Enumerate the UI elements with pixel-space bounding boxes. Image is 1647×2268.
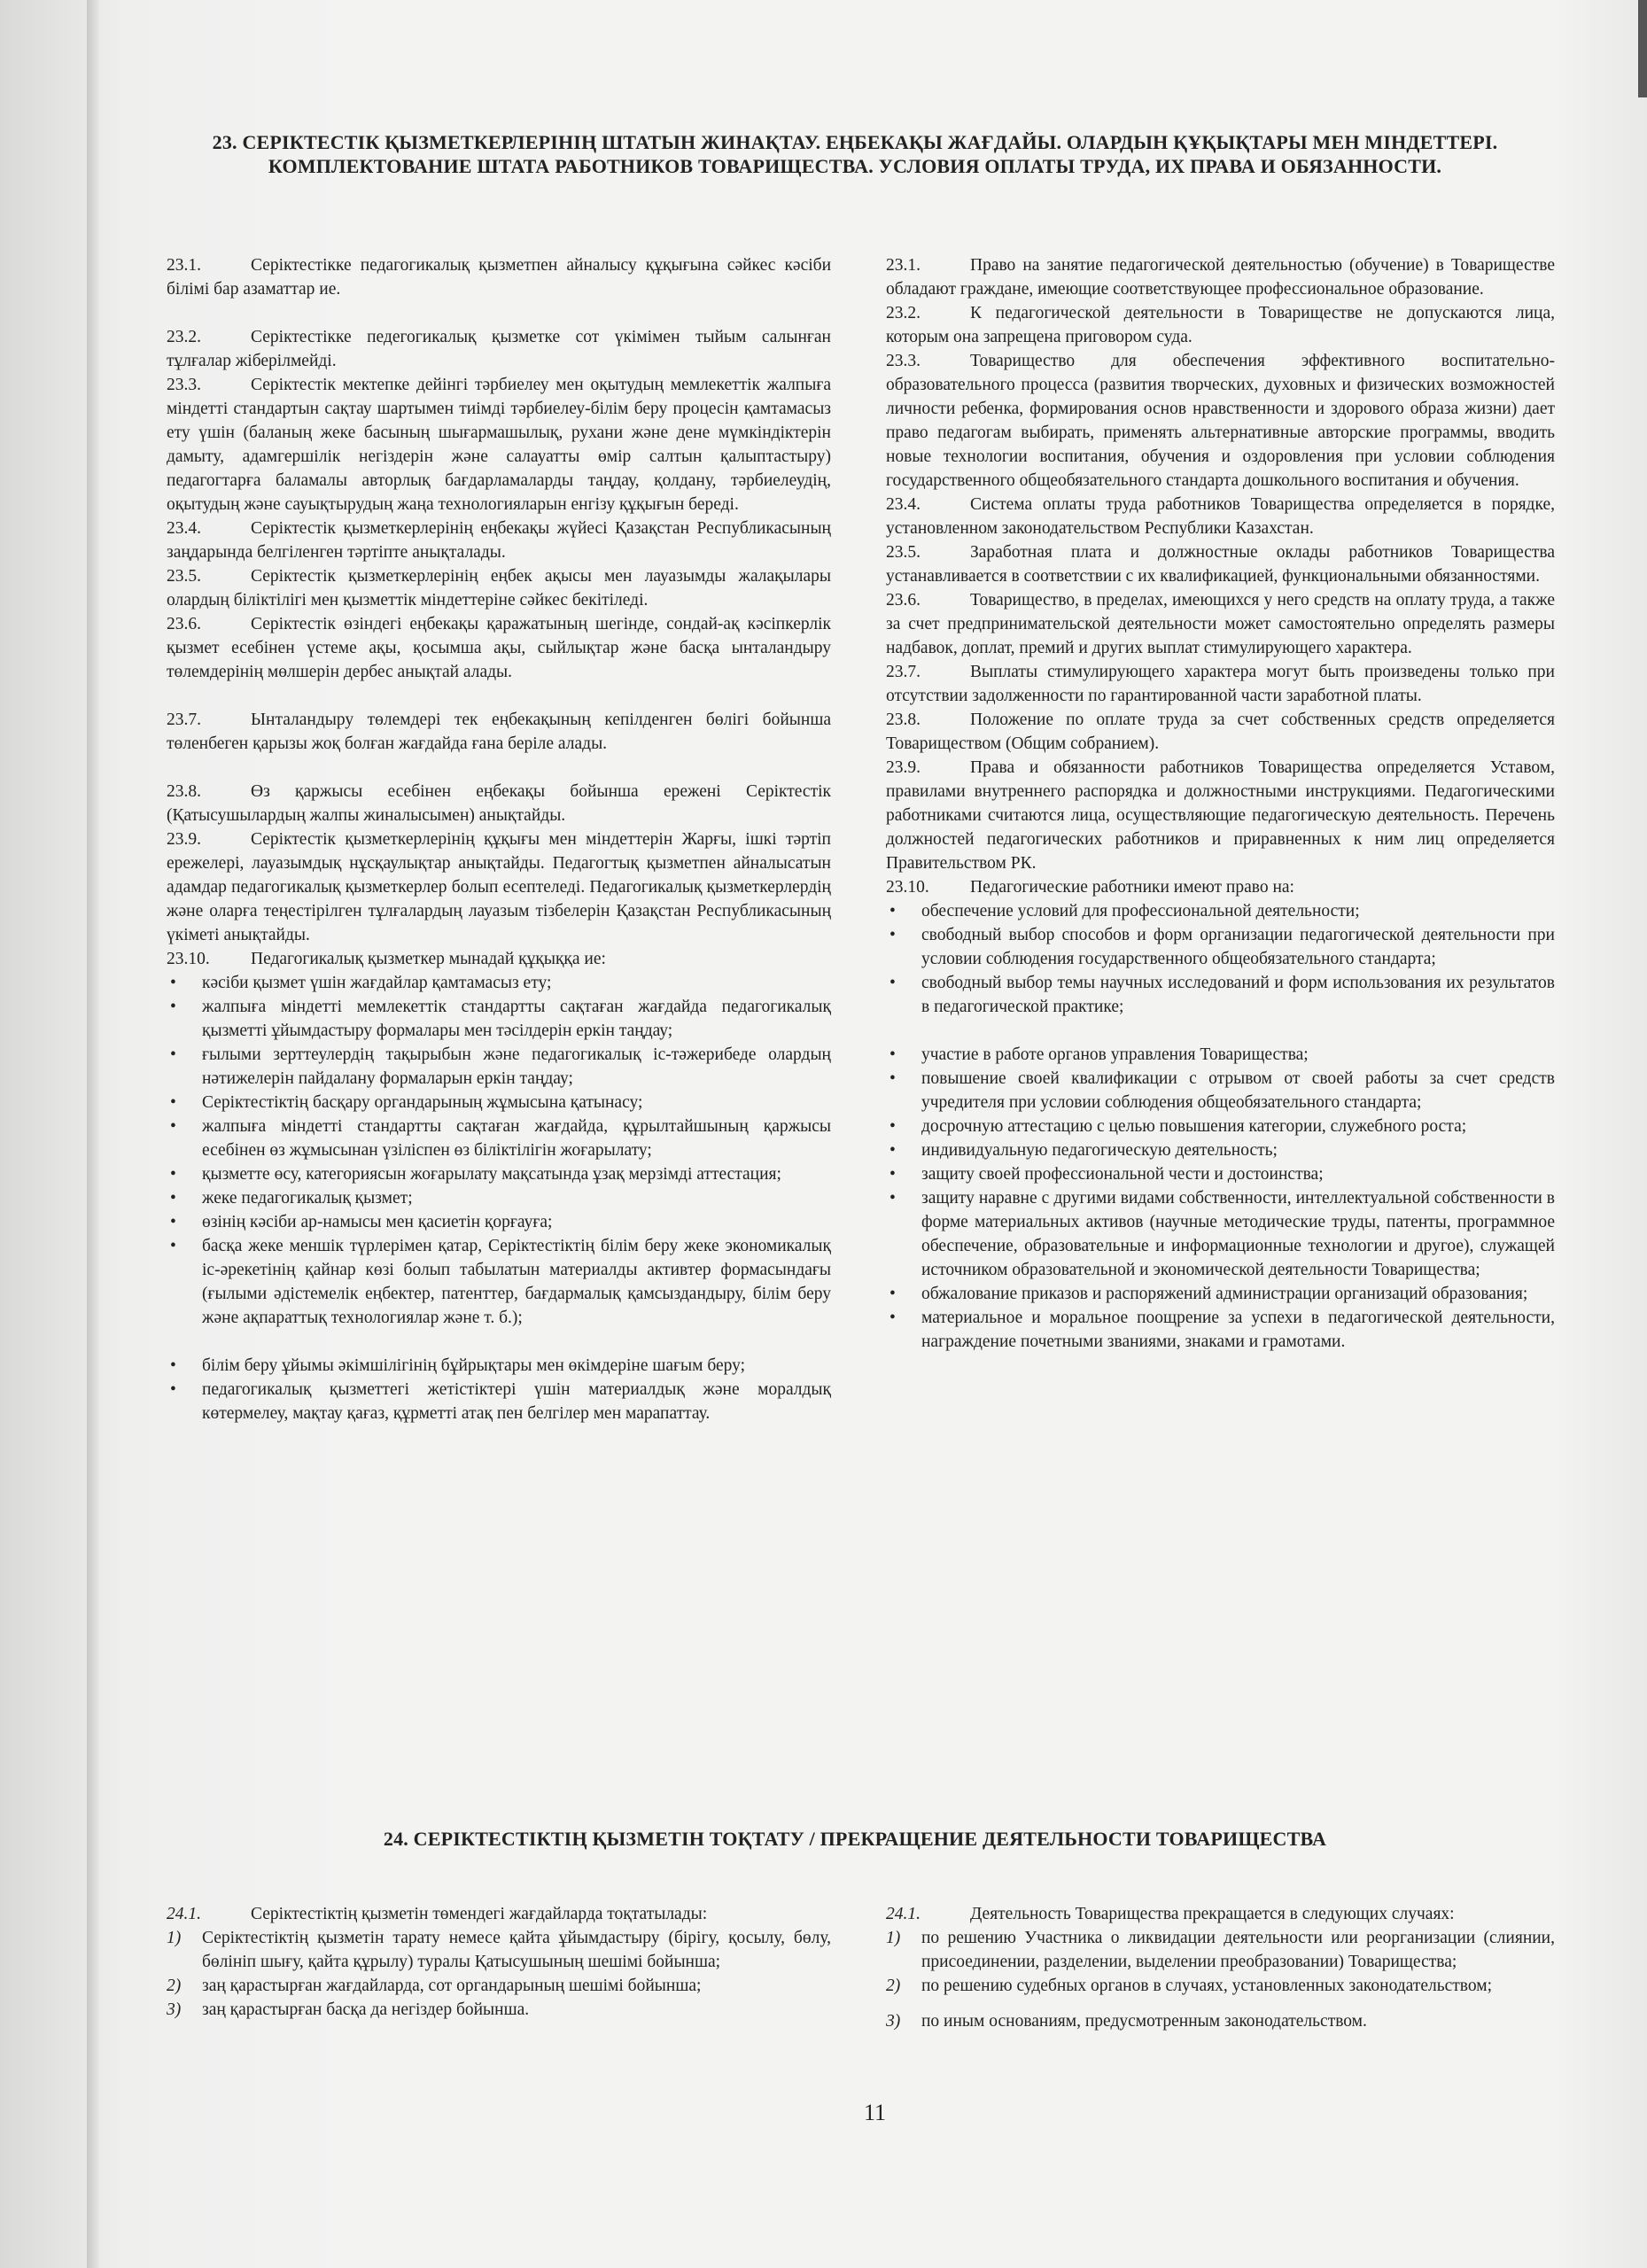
kz-bullet-item: • басқа жеке меншік түрлерімен қатар, Серіктестіктің білім беру жеке экономикалық іс-әрекетінің қайнар көзі болып табылатын материалды активтер формасындағы (ғылыми әдістемелік еңбектер, патенттер, бағдармалық қамсыздандыру, білім беру және ақпараттық технологиялар және т. б.); xyxy=(167,1234,831,1330)
ru-bullet-item: • свободный выбор способов и форм организации педагогической деятельности при условии соблюдения государственного общеобязательного стандарта; xyxy=(886,923,1555,971)
ru-bullet-item: • свободный выбор темы научных исследований и форм использования их результатов в педагогической практике; xyxy=(886,971,1555,1019)
clause-23-9-kz: 23.9. Серіктестік қызметкерлерінің құқығы мен міндеттерін Жарғы, ішкі тәртіп ережелері, лауазымдық нұсқаулықтар анықтайды. Педагогтық қызметпен айналысатын адамдар педагогикалық қызметкерлер болып есептеледі. Педагогикалық қызметкерлердің және оларға теңестірілген тұлғалардың лауазым тізбелерін Қазақстан Республикасының үкіметі анықтайды. xyxy=(167,830,831,944)
kz-bullet-item: • жалпыға міндетті мемлекеттік стандартты сақтаған жағдайда педагогикалық қызметті ұйымдастыру формалары мен тәсілдерін еркін таңдау; xyxy=(167,995,831,1043)
clause-23-4-kz: 23.4. Серіктестік қызметкерлерінің еңбекақы жүйесі Қазақстан Республикасының заңдарында белгіленген тәртіпте анықталады. xyxy=(167,519,831,562)
kz-numbered-item: 3) заң қарастырған басқа да негіздер бойынша. xyxy=(167,2000,530,2019)
clause-23-7-ru: 23.7. Выплаты стимулирующего характера могут быть произведены только при отсутствии задолженности по гарантированной части заработной платы. xyxy=(886,663,1555,705)
ru-bullet-item: • защиту наравне с другими видами собственности, интеллектуальной собственности в форме материальных активов (научные методические труды, патенты, программное обеспечение, образовательные и информационные технологии и другое), служащей источником образовательной и экономической деятельности Товарищества; xyxy=(886,1186,1555,1282)
ru-bullet-item: • досрочную аттестацию с целью повышения категории, служебного роста; xyxy=(886,1115,1555,1138)
kz-bullet-item: • жеке педагогикалық қызмет; xyxy=(167,1186,831,1210)
kz-bullet-item: • өзінің кәсіби ар-намысы мен қасиетін қорғауға; xyxy=(167,1210,831,1234)
binding-shadow xyxy=(87,0,99,2268)
clause-23-8-kz: 23.8. Өз қаржысы есебінен еңбекақы бойынша ережені Серіктестік (Қатысушылардың жалпы жиналысымен) анықтайды. xyxy=(167,782,831,825)
kz-bullet-item: • ғылыми зерттеулердің тақырыбын және педагогикалық іс-тәжерибеде олардың нәтижелерін пайдалану формаларын еркін таңдау; xyxy=(167,1043,831,1091)
section-24-title: 24. СЕРІКТЕСТІКТІҢ ҚЫЗМЕТІН ТОҚТАТУ / ПРЕКРАЩЕНИЕ ДЕЯТЕЛЬНОСТИ ТОВАРИЩЕСТВА xyxy=(383,1828,1327,1850)
kz-bullet-item: • қызметте өсу, категориясын жоғарылату мақсатында ұзақ мерзімді аттестация; xyxy=(167,1162,831,1186)
clause-23-8-ru: 23.8. Положение по оплате труда за счет собственных средств определяется Товариществом (Общим собранием). xyxy=(886,711,1555,753)
ru-bullet-item: • индивидуальную педагогическую деятельность; xyxy=(886,1138,1555,1162)
clause-23-2-ru: 23.2. К педагогической деятельности в Товариществе не допускаются лица, которым она запрещена приговором суда. xyxy=(886,304,1555,346)
ru-bullet-item: • повышение своей квалификации с отрывом от своей работы за счет средств учредителя при условии соблюдения общеобязательного стандарта; xyxy=(886,1067,1555,1115)
clause-24-1-kz: 24.1. Серіктестіктің қызметін төмендегі жағдайларда тоқтатылады: xyxy=(167,1905,708,1923)
kz-bullet-item: • білім беру ұйымы әкімшілігінің бұйрықтары мен өкімдеріне шағым беру; xyxy=(167,1354,831,1378)
clause-24-1-ru: 24.1. Деятельность Товарищества прекращается в следующих случаях: xyxy=(886,1905,1455,1923)
kz-bullet-item: • жалпыға міндетті стандартты сақтаған жағдайда, құрылтайшының қаржысы есебінен өз жұмысынан үзіліспен өз біліктілігін жоғарылату; xyxy=(167,1115,831,1162)
clause-23-3-kz: 23.3. Серіктестік мектепке дейінгі тәрбиелеу мен оқытудың мемлекеттік жалпыға міндетті стандартын сақтау шартымен тиімді тәрбиелеу-білім беру процесін қамтамасыз ету үшін (баланың жеке басының шығармашылық, рухани және дене мүмкіндіктерін дамыту, адамгершілік негіздерін және салауатты өмір салтын қалыптастыру) педагогтарға баламалы авторлық бағдарламаларды таңдау, қолдану, тәрбиелеудің, оқытудың және сауықтырудың жаңа технологияларын енгізу құқығын береді. xyxy=(167,376,831,514)
kazakh-column xyxy=(167,253,831,1425)
ru-numbered-item: 2) по решению судебных органов в случаях, установленных законодательством; xyxy=(886,1977,1493,1995)
clause-23-6-ru: 23.6. Товарищество, в пределах, имеющихся у него средств на оплату труда, а также за счет предпринимательской деятельности может самостоятельно определять размеры надбавок, доплат, премий и других выплат стимулирующего характера. xyxy=(886,591,1555,657)
clause-23-1-ru: 23.1. Право на занятие педагогической деятельностью (обучение) в Товариществе обладают граждане, имеющие соответствующее профессиональное образование. xyxy=(886,256,1555,299)
clause-23-1-kz: 23.1. Серіктестікке педагогикалық қызметпен айналысу құқығына сәйкес кәсіби білімі бар азаматтар ие. xyxy=(167,256,831,299)
clause-23-10-ru: 23.10. Педагогические работники имеют право на: xyxy=(886,878,1294,897)
ru-numbered-item: 1) по решению Участника о ликвидации деятельности или реорганизации (слиянии, присоединении, разделении, выделении преобразовании) Товарищества; xyxy=(886,1929,1555,1971)
russian-column xyxy=(886,253,1555,1354)
page-number: 11 xyxy=(864,2100,887,2125)
ru-bullet-item: • материальное и моральное поощрение за успехи в педагогической деятельности, награждение почетными званиями, знаками и грамотами. xyxy=(886,1306,1555,1354)
ru-numbered-item: 3) по иным основаниям, предусмотренным законодательством. xyxy=(886,2012,1367,2031)
clause-23-9-ru: 23.9. Права и обязанности работников Товарищества определяется Уставом, правилами внутреннего распорядка и должностными инструкциями. Педагогическими работниками считаются лица, осуществляющие педагогическую деятельность. Перечень должностей педагогических работников и приравненных к ним лиц определяется Правительством РК. xyxy=(886,758,1555,873)
ru-bullet-item: • обеспечение условий для профессиональной деятельности; xyxy=(886,899,1555,923)
ru-bullet-item: • обжалование приказов и распоряжений администрации организаций образования; xyxy=(886,1282,1555,1306)
kz-bullet-item: • педагогикалық қызметтегі жетістіктері үшін материалдық және моралдық көтермелеу, мақтау қағаз, құрметті атақ пен белгілер мен марапаттау. xyxy=(167,1378,831,1425)
clause-23-3-ru: 23.3. Товарищество для обеспечения эффективного воспитательно-образовательного процесса (развития творческих, духовных и физических возможностей личности ребенка, формирования основ нравственности и здорового образа жизни) дает право педагогам выбирать, применять альтернативные авторские программы, вводить новые технологии воспитания, обучения и оздоровления при условии соблюдения государственного общеобязательного стандарта дошкольного воспитания и обучения. xyxy=(886,352,1555,490)
clause-23-5-ru: 23.5. Заработная плата и должностные оклады работников Товарищества устанавливается в соответствии с их квалификацией, функциональными обязанностями. xyxy=(886,543,1555,586)
clause-23-7-kz: 23.7. Ынталандыру төлемдері тек еңбекақының кепілденген бөлігі бойынша төленбеген қарызы жоқ болған жағдайда ғана беріле алады. xyxy=(167,711,831,753)
kz-numbered-item: 1) Серіктестіктің қызметін тарату немесе қайта ұйымдастыру (бірігу, қосылу, бөлу, бөлініп шығу, қайта құрылу) туралы Қатысушының шешімі бойынша; xyxy=(167,1929,831,1971)
russian-column-24 xyxy=(886,1902,1555,2033)
kz-bullet-item: • кәсіби қызмет үшін жағдайлар қамтамасыз ету; xyxy=(167,971,831,995)
clause-23-2-kz: 23.2. Серіктестікке педегогикалық қызметке сот үкімімен тыйым салынған тұлғалар жіберілмейді. xyxy=(167,328,831,370)
clause-23-4-ru: 23.4. Система оплаты труда работников Товарищества определяется в порядке, установленном законодательством Республики Казахстан. xyxy=(886,495,1555,538)
clause-23-10-kz: 23.10. Педагогикалық қызметкер мынадай құқыққа ие: xyxy=(167,950,606,968)
clause-23-5-kz: 23.5. Серіктестік қызметкерлерінің еңбек ақысы мен лауазымды жалақылары олардың біліктілігі мен қызметтік міндеттеріне сәйкес бекітіледі. xyxy=(167,567,831,610)
section-23-title: 23. СЕРІКТЕСТІК ҚЫЗМЕТКЕРЛЕРІНІҢ ШТАТЫН ЖИНАҚТАУ. ЕҢБЕКАҚЫ ЖАҒДАЙЫ. ОЛАРДЫН ҚҰҚЫҚТАРЫ МЕН МІНДЕТТЕРІ. КОМПЛЕКТОВАНИЕ ШТАТА РАБОТНИКОВ ТОВАРИЩЕСТВА. УСЛОВИЯ ОПЛАТЫ ТРУДА, ИХ ПРАВА И ОБЯЗАННОСТИ. xyxy=(212,131,1498,177)
ru-bullet-item: • защиту своей профессиональной чести и достоинства; xyxy=(886,1162,1555,1186)
kazakh-column-24 xyxy=(167,1902,831,2022)
clause-23-6-kz: 23.6. Серіктестік өзіндегі еңбекақы қаражатының шегінде, сондай-ақ кәсіпкерлік қызмет есебінен үстеме ақы, қосымша ақы, сыйлықтар және басқа ынталандыру төлемдерінің мөлшерін дербес анықтай алады. xyxy=(167,615,831,681)
kz-bullet-item: • Серіктестіктің басқару органдарының жұмысына қатынасу; xyxy=(167,1091,831,1115)
ru-bullet-item: • участие в работе органов управления Товарищества; xyxy=(886,1043,1555,1067)
kz-numbered-item: 2) заң қарастырған жағдайларда, сот органдарының шешімі бойынша; xyxy=(167,1977,702,1995)
scan-edge-mark xyxy=(1638,0,1647,97)
